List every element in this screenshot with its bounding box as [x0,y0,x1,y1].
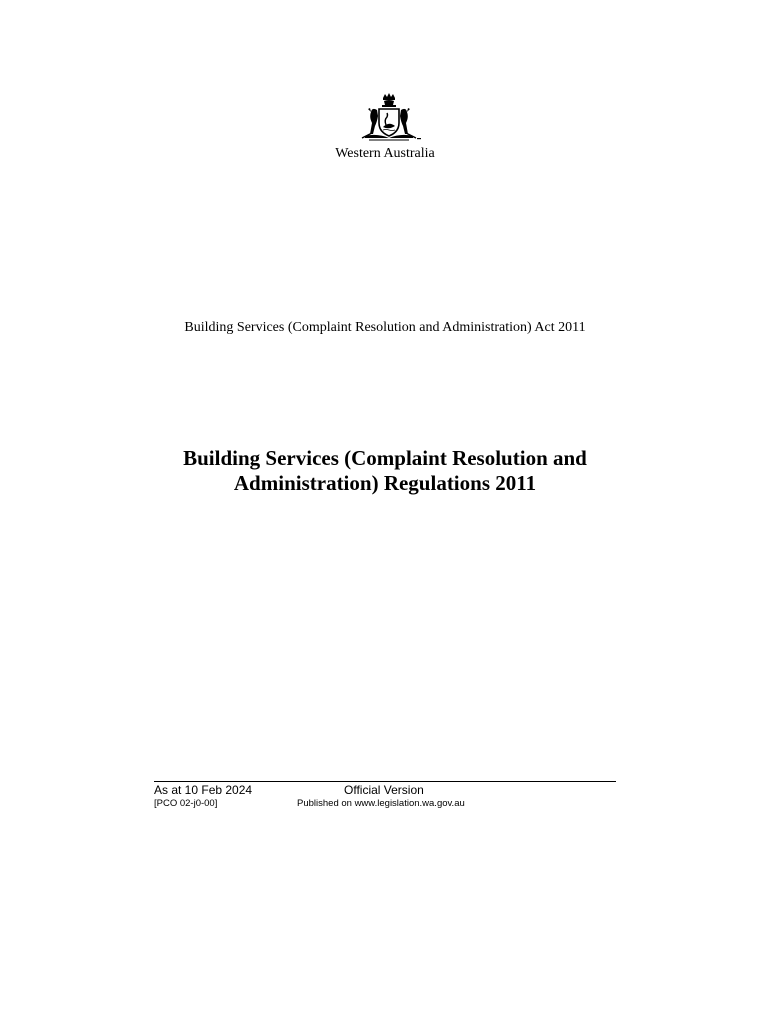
pco-reference: [PCO 02-j0-00] [154,798,218,809]
regulations-title [0,446,770,496]
jurisdiction-name: Western Australia [335,146,435,161]
as-at-date: As at 10 Feb 2024 [154,783,253,797]
version-status: Official Version [344,783,424,797]
parent-act-name: Building Services (Complaint Resolution and Administration) Act 2011 [184,320,586,335]
regulations-title-line-1: Building Services (Complaint Resolution and [183,446,587,470]
regulations-title-line-2: Administration) Regulations 2011 [233,471,537,495]
published-source: Published on www.legislation.wa.gov.au [297,798,465,809]
footer-divider [154,781,616,782]
coat-of-arms-icon [353,92,425,144]
